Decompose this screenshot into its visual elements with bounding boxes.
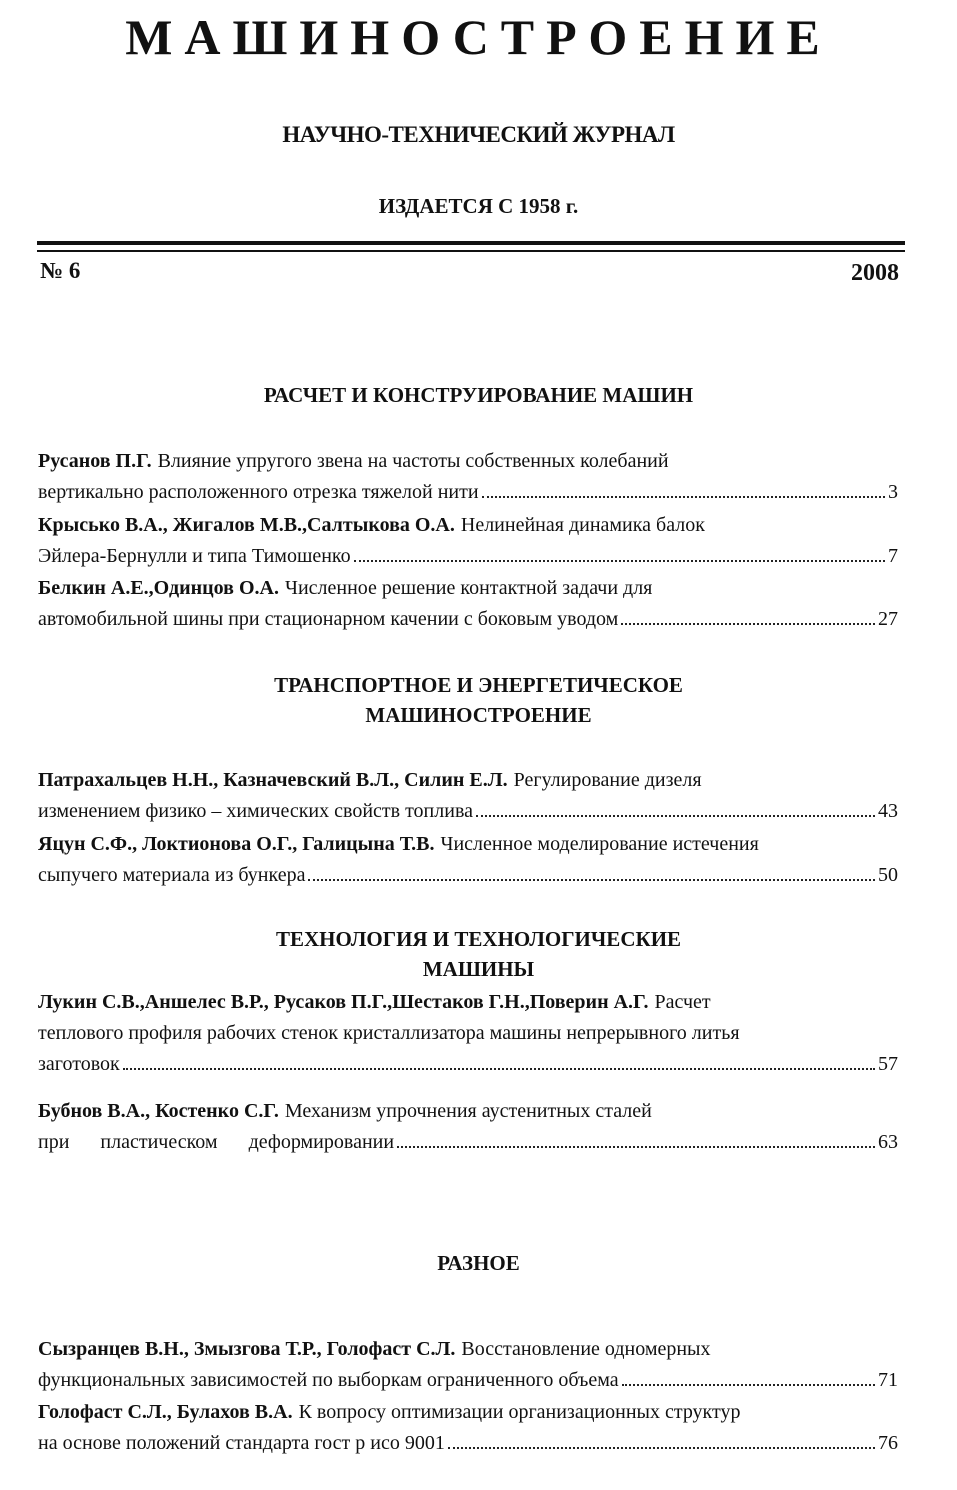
entry-authors: Яцун С.Ф., Локтионова О.Г., Галицына Т.В. [38, 833, 435, 855]
section-heading-line: МАШИНОСТРОЕНИЕ [365, 703, 592, 727]
entry-title-cont: заготовок [38, 1053, 120, 1075]
entry-title-cont: сыпучего материала из бункера [38, 864, 306, 886]
toc-entry[interactable] [38, 510, 898, 572]
header-rule-thick [37, 241, 905, 245]
toc-entry[interactable] [38, 573, 898, 635]
section-heading [0, 924, 957, 984]
entry-page: 27 [878, 608, 898, 630]
section-heading-line: ТРАНСПОРТНОЕ И ЭНЕРГЕТИЧЕСКОЕ [274, 673, 683, 697]
dot-leader [482, 495, 885, 498]
issue-year: 2008 [851, 260, 899, 286]
entry-page: 43 [878, 800, 898, 822]
entry-title: Расчет [654, 991, 711, 1013]
dot-leader [622, 1383, 875, 1386]
entry-page: 3 [888, 481, 898, 503]
section-heading [0, 380, 957, 410]
toc-entry[interactable] [38, 1397, 898, 1459]
section-heading-line: РАСЧЕТ И КОНСТРУИРОВАНИЕ МАШИН [263, 383, 694, 407]
toc-entry[interactable] [38, 829, 898, 891]
dot-leader [123, 1067, 875, 1070]
dot-leader [308, 878, 875, 881]
section-heading [0, 1248, 957, 1278]
toc-entry[interactable] [38, 1096, 898, 1158]
entry-page: 71 [878, 1369, 898, 1391]
section-heading-line: РАЗНОЕ [437, 1251, 520, 1275]
toc-entry[interactable] [38, 765, 898, 827]
entry-authors: Патрахальцев Н.Н., Казначевский В.Л., Силин Е.Л. [38, 769, 508, 791]
entry-page: 76 [878, 1432, 898, 1454]
entry-title: Механизм упрочнения аустенитных сталей [284, 1100, 652, 1122]
entry-title-cont: автомобильной шины при стационарном качении с боковым уводом [38, 608, 619, 630]
entry-page: 63 [878, 1131, 898, 1153]
entry-title: Численное моделирование истечения [440, 833, 759, 855]
entry-page: 57 [878, 1053, 898, 1075]
publication-since: ИЗДАЕТСЯ С 1958 г. [378, 194, 579, 218]
entry-title: Регулирование дизеля [513, 769, 702, 791]
section-heading-line: МАШИНЫ [422, 957, 535, 981]
entry-authors: Сызранцев В.Н., Змызгова Т.Р., Голофаст С.Л. [38, 1338, 456, 1360]
entry-authors: Голофаст С.Л., Булахов В.А. [38, 1401, 293, 1423]
section-heading-line: ТЕХНОЛОГИЯ И ТЕХНОЛОГИЧЕСКИЕ [275, 927, 682, 951]
entry-authors: Крысько В.А., Жигалов М.В.,Салтыкова О.А. [38, 514, 455, 536]
entry-title-cont: изменением физико – химических свойств топлива [38, 800, 473, 822]
entry-title-cont: на основе положений стандарта гост р исо 9001 [38, 1432, 445, 1454]
entry-title: Влияние упругого звена на частоты собственных колебаний [157, 450, 669, 472]
dot-leader [397, 1145, 875, 1148]
entry-title-cont: функциональных зависимостей по выборкам ограниченного объема [38, 1369, 619, 1391]
entry-page: 50 [878, 864, 898, 886]
toc-entry[interactable] [38, 1334, 898, 1396]
entry-authors: Русанов П.Г. [38, 450, 152, 472]
entry-title: Численное решение контактной задачи для [284, 577, 653, 599]
header-rule-thin [37, 250, 905, 252]
issue-number: № 6 [40, 258, 81, 283]
journal-subtitle: НАУЧНО-ТЕХНИЧЕСКИЙ ЖУРНАЛ [282, 122, 675, 147]
toc-entry[interactable] [38, 446, 898, 508]
dot-leader [448, 1446, 875, 1449]
entry-title: Восстановление одномерных [461, 1338, 711, 1360]
entry-title-mid: теплового профиля рабочих стенок кристаллизатора машины непрерывного литья [38, 1022, 740, 1044]
entry-authors: Бубнов В.А., Костенко С.Г. [38, 1100, 279, 1122]
entry-title: К вопросу оптимизации организационных структур [298, 1401, 741, 1423]
toc-entry[interactable] [38, 987, 898, 1080]
section-heading [0, 670, 957, 730]
entry-page: 7 [888, 545, 898, 567]
entry-title: Нелинейная динамика балок [460, 514, 705, 536]
entry-authors: Белкин А.Е.,Одинцов О.А. [38, 577, 279, 599]
journal-title: МАШИНОСТРОЕНИЕ [125, 9, 832, 65]
entry-authors: Лукин С.В.,Аншелес В.Р., Русаков П.Г.,Шестаков Г.Н.,Поверин А.Г. [38, 991, 649, 1013]
entry-title-cont: вертикально расположенного отрезка тяжелой нити [38, 481, 479, 503]
dot-leader [476, 814, 875, 817]
dot-leader [354, 559, 885, 562]
entry-title-cont: при пластическом деформировании [38, 1131, 395, 1153]
entry-title-cont: Эйлера-Бернулли и типа Тимошенко [38, 545, 351, 567]
dot-leader [621, 622, 875, 625]
